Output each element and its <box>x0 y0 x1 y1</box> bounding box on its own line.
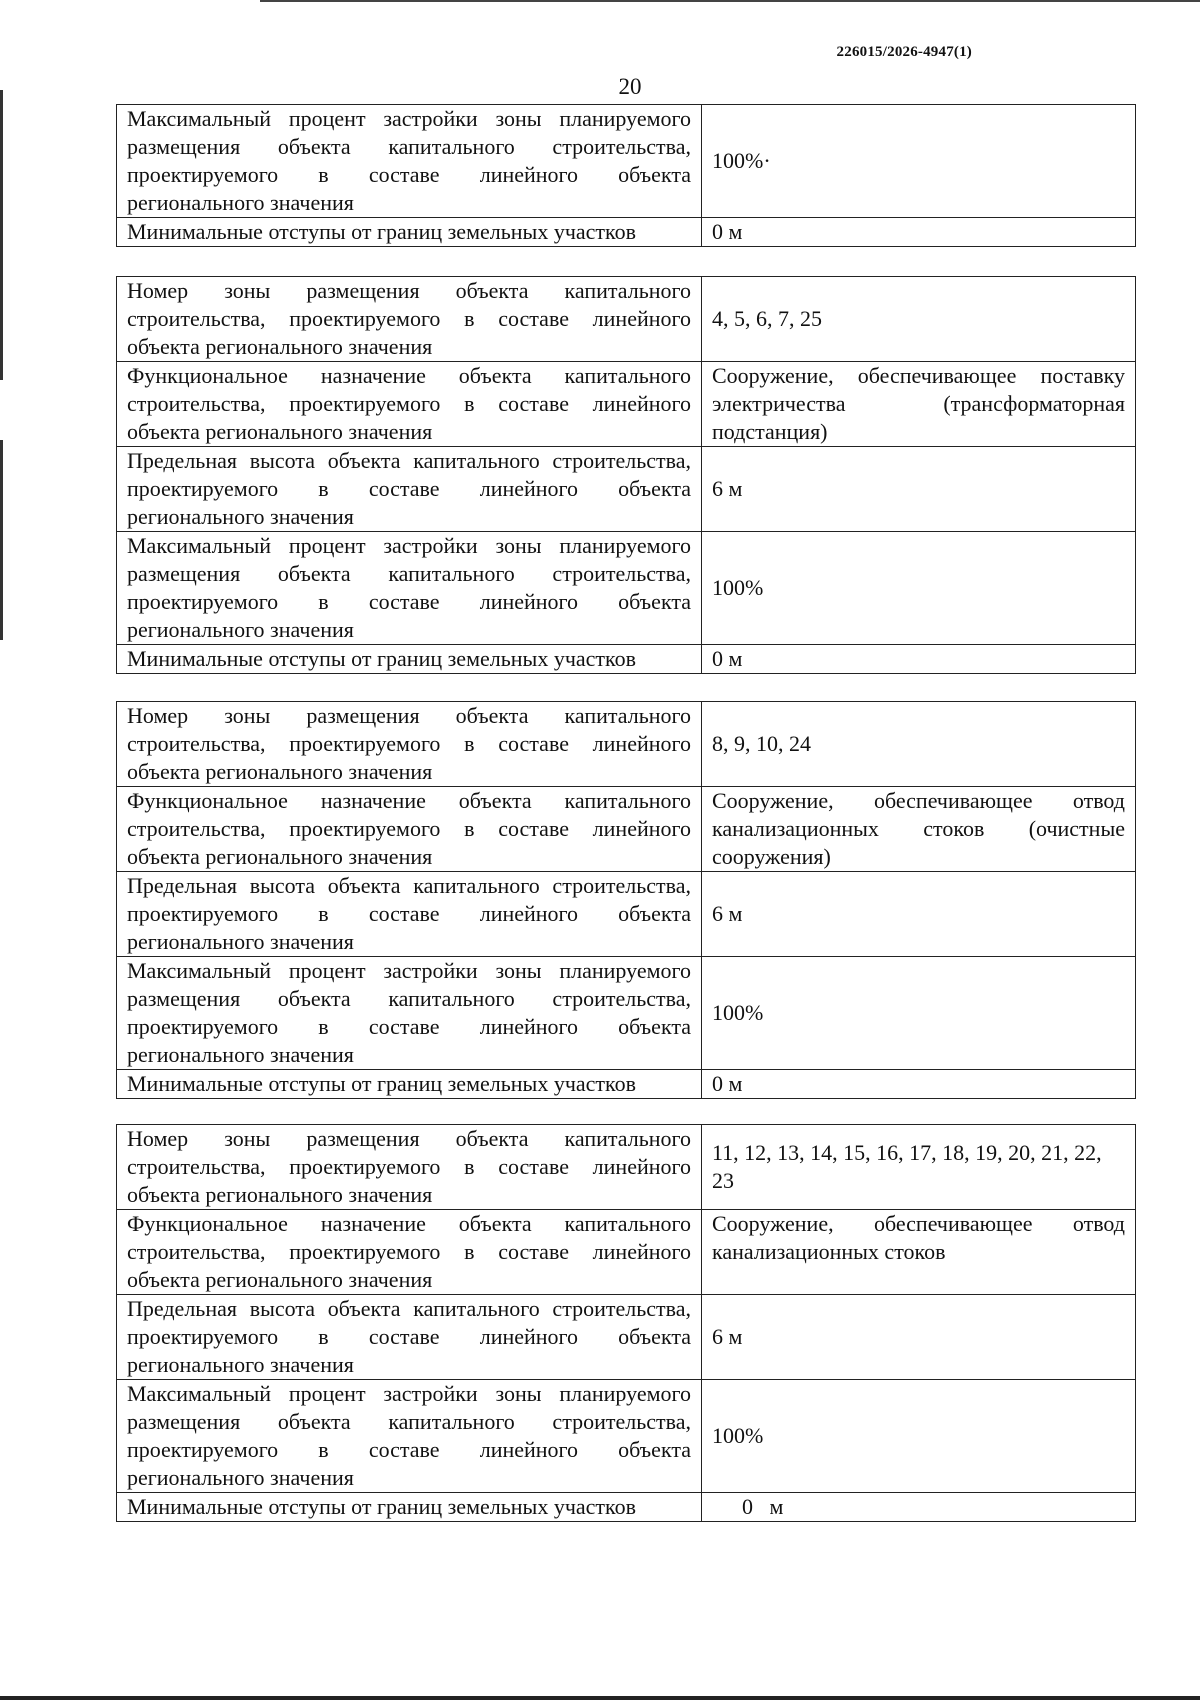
table-row <box>117 702 1136 787</box>
table-row <box>117 872 1136 957</box>
row-label: Максимальный процент застройки зоны планируемого размещения объекта капитального строительства, проектируемого в составе линейного объекта регионального значения <box>117 532 702 645</box>
table-row <box>117 105 1136 218</box>
row-value: 100% <box>702 1380 1136 1493</box>
row-value: 0 м <box>702 218 1136 247</box>
row-label: Функциональное назначение объекта капитального строительства, проектируемого в составе линейного объекта регионального значения <box>117 1210 702 1295</box>
table-row <box>117 447 1136 532</box>
row-label: Функциональное назначение объекта капитального строительства, проектируемого в составе линейного объекта регионального значения <box>117 787 702 872</box>
parameters-table-4 <box>116 1124 1136 1522</box>
row-label: Номер зоны размещения объекта капитального строительства, проектируемого в составе линейного объекта регионального значения <box>117 702 702 787</box>
row-label: Функциональное назначение объекта капитального строительства, проектируемого в составе линейного объекта регионального значения <box>117 362 702 447</box>
row-label: Минимальные отступы от границ земельных участков <box>117 1070 702 1099</box>
scan-margin-mark <box>0 90 3 380</box>
table-row <box>117 277 1136 362</box>
table-row <box>117 645 1136 674</box>
table-row <box>117 1295 1136 1380</box>
row-label: Номер зоны размещения объекта капитального строительства, проектируемого в составе линейного объекта регионального значения <box>117 277 702 362</box>
row-value: 8, 9, 10, 24 <box>702 702 1136 787</box>
row-label: Предельная высота объекта капитального строительства, проектируемого в составе линейного объекта регионального значения <box>117 1295 702 1380</box>
row-value: Сооружение, обеспечивающее отвод канализационных стоков (очистные сооружения) <box>702 787 1136 872</box>
row-value: 11, 12, 13, 14, 15, 16, 17, 18, 19, 20, 21, 22, 23 <box>702 1125 1136 1210</box>
table-row <box>117 532 1136 645</box>
page-number: 20 <box>618 74 642 99</box>
row-label: Минимальные отступы от границ земельных участков <box>117 218 702 247</box>
document-registration-number: 226015/2026-4947(1) <box>836 44 972 60</box>
scan-bottom-edge <box>0 1696 1200 1700</box>
row-label: Предельная высота объекта капитального строительства, проектируемого в составе линейного объекта регионального значения <box>117 447 702 532</box>
row-value: 4, 5, 6, 7, 25 <box>702 277 1136 362</box>
table-row <box>117 218 1136 247</box>
row-value: 100%· <box>702 105 1136 218</box>
table-row <box>117 1070 1136 1099</box>
parameters-table-2 <box>116 276 1136 674</box>
row-value: 0 м <box>702 1493 1136 1522</box>
row-label: Номер зоны размещения объекта капитального строительства, проектируемого в составе линейного объекта регионального значения <box>117 1125 702 1210</box>
table-row <box>117 362 1136 447</box>
row-value: Сооружение, обеспечивающее отвод канализационных стоков <box>702 1210 1136 1295</box>
row-value: 6 м <box>702 1295 1136 1380</box>
table-row <box>117 1493 1136 1522</box>
scan-margin-mark <box>0 440 3 640</box>
row-label: Максимальный процент застройки зоны планируемого размещения объекта капитального строительства, проектируемого в составе линейного объекта регионального значения <box>117 105 702 218</box>
parameters-table-3 <box>116 701 1136 1099</box>
row-value: 6 м <box>702 872 1136 957</box>
row-value: 0 м <box>702 645 1136 674</box>
table-row <box>117 1210 1136 1295</box>
parameters-table-1 <box>116 104 1136 247</box>
row-label: Предельная высота объекта капитального строительства, проектируемого в составе линейного объекта регионального значения <box>117 872 702 957</box>
row-value: 100% <box>702 957 1136 1070</box>
row-label: Минимальные отступы от границ земельных участков <box>117 645 702 674</box>
row-value: 6 м <box>702 447 1136 532</box>
scan-top-edge <box>260 0 1200 2</box>
table-row <box>117 787 1136 872</box>
row-value: 100% <box>702 532 1136 645</box>
table-row <box>117 1380 1136 1493</box>
row-value: Сооружение, обеспечивающее поставку электричества (трансформаторная подстанция) <box>702 362 1136 447</box>
table-row <box>117 957 1136 1070</box>
row-label: Максимальный процент застройки зоны планируемого размещения объекта капитального строительства, проектируемого в составе линейного объекта регионального значения <box>117 957 702 1070</box>
row-label: Минимальные отступы от границ земельных участков <box>117 1493 702 1522</box>
row-value: 0 м <box>702 1070 1136 1099</box>
row-label: Максимальный процент застройки зоны планируемого размещения объекта капитального строительства, проектируемого в составе линейного объекта регионального значения <box>117 1380 702 1493</box>
table-row <box>117 1125 1136 1210</box>
